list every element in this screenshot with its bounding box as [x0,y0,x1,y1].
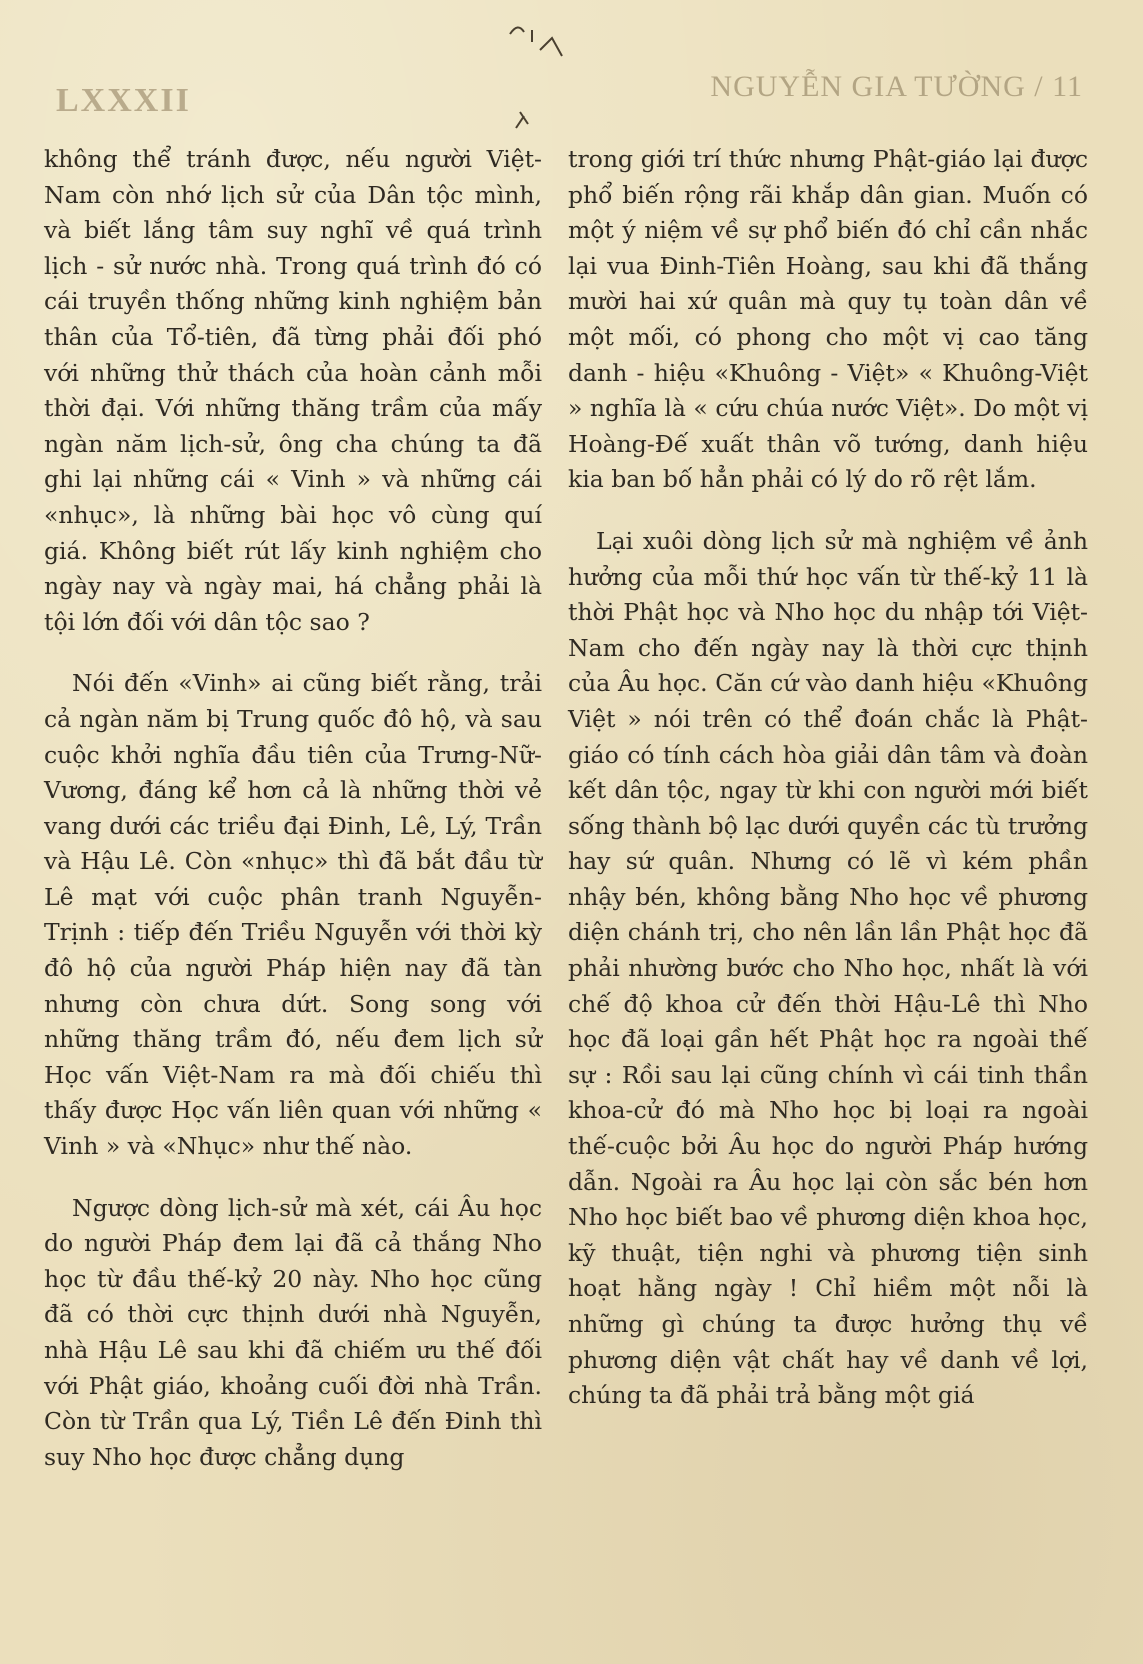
ornament-mark [470,12,590,132]
left-column [44,142,542,1475]
paragraph: Nói đến «Vinh» ai cũng biết rằng, trải cả ngàn năm bị Trung quốc đô hộ, và sau cuộc khởi nghĩa đầu tiên của Trưng-Nữ-Vương, đáng kể hơn cả là những thời vẻ vang dưới các triều đại Đinh, Lê, Lý, Trần và Hậu Lê. Còn «nhục» thì đã bắt đầu từ Lê mạt với cuộc phân tranh Nguyễn-Trịnh : tiếp đến Triều Nguyễn với thời kỳ đô hộ của người Pháp hiện nay đã tàn nhưng còn chưa dứt. Song song với những thăng trầm đó, nếu đem lịch sử Học vấn Việt-Nam ra mà đối chiếu thì thấy được Học vấn liên quan với những « Vinh » và «Nhục» như thế nào. [44,669,542,1161]
paragraph: trong giới trí thức nhưng Phật-giáo lại được phổ biến rộng rãi khắp dân gian. Muốn có một ý niệm về sự phổ biến đó chỉ cần nhắc lại vua Đinh-Tiên Hoàng, sau khi đã thắng mười hai xứ quân mà quy tụ toàn dân về một mối, có phong cho một vị cao tăng danh - hiệu «Khuông - Việt» « Khuông-Việt » nghĩa là « cứu chúa nước Việt». Do một vị Hoàng-Đế xuất thân võ tướng, danh hiệu kia ban bố hẳn phải có lý do rõ rệt lắm. [568,145,1088,494]
paragraph: không thể tránh được, nếu người Việt-Nam còn nhớ lịch sử của Dân tộc mình, và biết lắng tâm suy nghĩ về quá trình lịch - sử nước nhà. Trong quá trình đó có cái truyền thống những kinh nghiệm bản thân của Tổ-tiên, đã từng phải đối phó với những thử thách của hoàn cảnh mỗi thời đại. Với những thăng trầm của mấy ngàn năm lịch-sử, ông cha chúng ta đã ghi lại những cái « Vinh » và những cái «nhục», là những bài học vô cùng quí giá. Không biết rút lấy kinh nghiệm cho ngày nay và ngày mai, há chẳng phải là tội lớn đối với dân tộc sao ? [44,145,542,636]
page-header-left: LXXXII [56,82,191,119]
right-column [568,142,1088,1414]
paragraph: Ngược dòng lịch-sử mà xét, cái Âu học do người Pháp đem lại đã cả thắng Nho học từ đầu thế-kỷ 20 này. Nho học cũng đã có thời cực thịnh dưới nhà Nguyễn, nhà Hậu Lê sau khi đã chiếm ưu thế đối với Phật giáo, khoảng cuối đời nhà Trần. Còn từ Trần qua Lý, Tiền Lê đến Đinh thì suy Nho học được chẳng dụng [44,1193,542,1471]
page-header-right: NGUYỄN GIA TƯỜNG / 11 [710,70,1083,103]
paragraph: Lại xuôi dòng lịch sử mà nghiệm về ảnh hưởng của mỗi thứ học vấn từ thế-kỷ 11 là thời Phật học và Nho học du nhập tới Việt-Nam cho đến ngày nay là thời cực thịnh của Âu học. Căn cứ vào danh hiệu «Khuông Việt » nói trên có thể đoán chắc là Phật-giáo có tính cách hòa giải dân tâm và đoàn kết dân tộc, ngay từ khi con người mới biết sống thành bộ lạc dưới quyền các tù trưởng hay sứ quân. Nhưng có lẽ vì kém phần nhậy bén, không bằng Nho học về phương diện chánh trị, cho nên lần lần Phật học đã phải nhường bước cho Nho học, nhất là với chế độ khoa cử đến thời Hậu-Lê thì Nho học đã loại gần hết Phật học ra ngoài thế sự : Rồi sau lại cũng chính vì cái tinh thần khoa-cử đó mà Nho học bị loại ra ngoài thế-cuộc bởi Âu học do người Pháp hướng dẫn. Ngoài ra Âu học lại còn sắc bén hơn Nho học biết bao về phương diện khoa học, kỹ thuật, tiện nghi và phương tiện sinh hoạt hằng ngày ! Chỉ hiềm một nỗi là những gì chúng ta được hưởng thụ về phương diện vật chất hay về danh về lợi, chúng ta đã phải trả bằng một giá [568,526,1088,1410]
